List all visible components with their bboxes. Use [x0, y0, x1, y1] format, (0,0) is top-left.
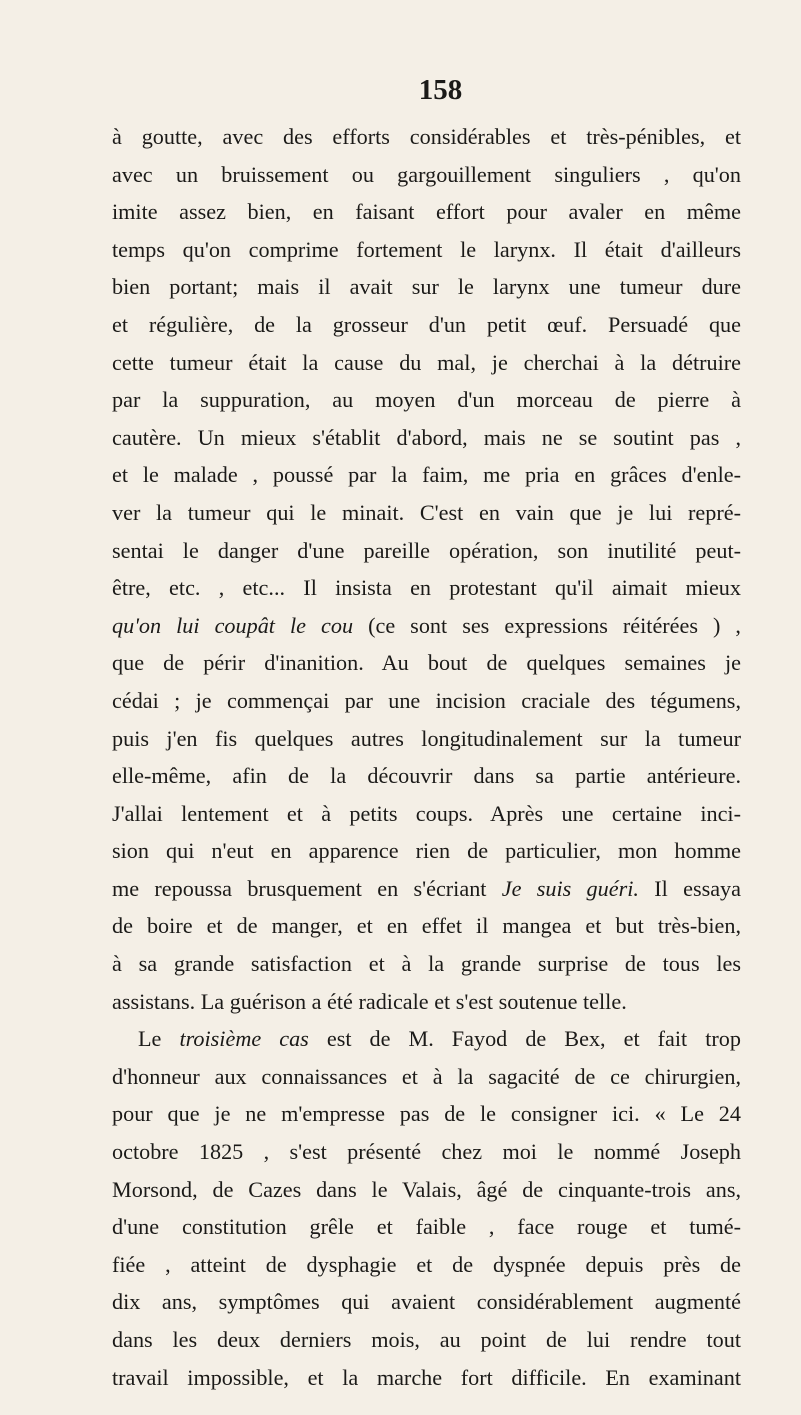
text-segment: elle-même, afin de la découvrir dans sa partie antérieure.: [112, 763, 741, 789]
text-segment: sion qui n'eut en apparence rien de particulier, mon homme: [112, 838, 741, 864]
text-segment: est de M. Fayod de Bex, et fait trop: [308, 1026, 741, 1052]
text-segment: Morsond, de Cazes dans le Valais, âgé de cinquante-trois ans,: [112, 1176, 741, 1202]
body-text: [112, 118, 741, 1396]
text-segment: cette tumeur était la cause du mal, je cherchai à la détruire: [112, 349, 741, 375]
text-line: [112, 607, 741, 645]
text-line: [112, 983, 741, 1021]
text-line: [112, 118, 741, 156]
text-line: [112, 1208, 741, 1246]
text-segment: assistans. La guérison a été radicale et s'est soutenue telle.: [112, 988, 627, 1014]
text-segment: me repoussa brusquement en s'écriant: [112, 875, 502, 901]
text-segment: Le: [138, 1026, 180, 1052]
text-line: [112, 1246, 741, 1284]
text-line: [112, 720, 741, 758]
text-line: [112, 268, 741, 306]
text-line: [112, 1321, 741, 1359]
text-segment: temps qu'on comprime fortement le larynx. Il était d'ailleurs: [112, 236, 741, 262]
text-segment: dans les deux derniers mois, au point de lui rendre tout: [112, 1327, 741, 1352]
text-line: [112, 832, 741, 870]
text-segment: ver la tumeur qui le minait. C'est en vain que je lui repré-: [112, 499, 741, 525]
text-segment: travail impossible, et la marche fort difficile. En examinant: [112, 1364, 741, 1390]
text-line: [112, 1020, 741, 1058]
text-line: [112, 1359, 741, 1397]
italic-text: qu'on lui coupât le cou: [112, 612, 354, 638]
text-line: [112, 1058, 741, 1096]
text-segment: (ce sont ses expressions réitérées ) ,: [353, 612, 741, 638]
text-segment: et le malade , poussé par la faim, me pria en grâces d'enle-: [112, 462, 741, 488]
text-segment: cautère. Un mieux s'établit d'abord, mais ne se soutint pas ,: [112, 424, 741, 450]
text-line: [112, 532, 741, 570]
text-line: [112, 156, 741, 194]
text-segment: pour que je ne m'empresse pas de le consigner ici. « Le 24: [112, 1101, 741, 1127]
text-segment: par la suppuration, au moyen d'un morceau de pierre à: [112, 387, 741, 413]
text-line: [112, 344, 741, 382]
text-segment: puis j'en fis quelques autres longitudinalement sur la tumeur: [112, 725, 741, 751]
text-line: [112, 494, 741, 532]
text-line: [112, 456, 741, 494]
text-line: [112, 381, 741, 419]
text-segment: d'une constitution grêle et faible , face rouge et tumé-: [112, 1214, 741, 1240]
text-line: [112, 193, 741, 231]
text-segment: avec un bruissement ou gargouillement singuliers , qu'on: [112, 161, 741, 187]
text-segment: bien portant; mais il avait sur le larynx une tumeur dure: [112, 274, 741, 300]
text-line: [112, 644, 741, 682]
text-segment: octobre 1825 , s'est présenté chez moi le nommé Joseph: [112, 1139, 741, 1165]
text-line: [112, 231, 741, 269]
text-segment: J'allai lentement et à petits coups. Après une certaine inci-: [112, 800, 741, 826]
text-line: [112, 870, 741, 908]
page-number: 158: [418, 74, 463, 106]
text-segment: de boire et de manger, et en effet il mangea et but très-bien,: [112, 913, 741, 939]
text-segment: sentai le danger d'une pareille opération, son inutilité peut-: [112, 537, 741, 563]
text-line: [112, 907, 741, 945]
text-segment: à sa grande satisfaction et à la grande surprise de tous les: [112, 951, 741, 977]
text-line: [112, 1133, 741, 1171]
text-segment: fiée , atteint de dysphagie et de dyspnée depuis près de: [112, 1251, 741, 1277]
text-line: [112, 306, 741, 344]
text-segment: être, etc. , etc... Il insista en protestant qu'il aimait mieux: [112, 575, 741, 601]
italic-text: troisième cas: [179, 1026, 309, 1052]
text-line: [112, 795, 741, 833]
text-segment: dix ans, symptômes qui avaient considérablement augmenté: [112, 1289, 741, 1315]
text-line: [112, 1095, 741, 1133]
text-line: [112, 945, 741, 983]
text-segment: cédai ; je commençai par une incision craciale des tégumens,: [112, 687, 741, 713]
text-line: [112, 569, 741, 607]
text-segment: Il essaya: [638, 875, 741, 901]
text-segment: et régulière, de la grosseur d'un petit œuf. Persuadé que: [112, 311, 741, 337]
text-segment: d'honneur aux connaissances et à la sagacité de ce chirurgien,: [112, 1063, 741, 1089]
text-line: [112, 682, 741, 720]
text-line: [112, 757, 741, 795]
text-segment: que de périr d'inanition. Au bout de quelques semaines je: [112, 650, 741, 676]
text-line: [112, 1171, 741, 1209]
text-segment: imite assez bien, en faisant effort pour avaler en même: [112, 199, 741, 225]
text-line: [112, 419, 741, 457]
italic-text: Je suis guéri.: [501, 875, 639, 901]
text-line: [112, 1283, 741, 1321]
text-segment: à goutte, avec des efforts considérables et très-pénibles, et: [112, 124, 741, 149]
